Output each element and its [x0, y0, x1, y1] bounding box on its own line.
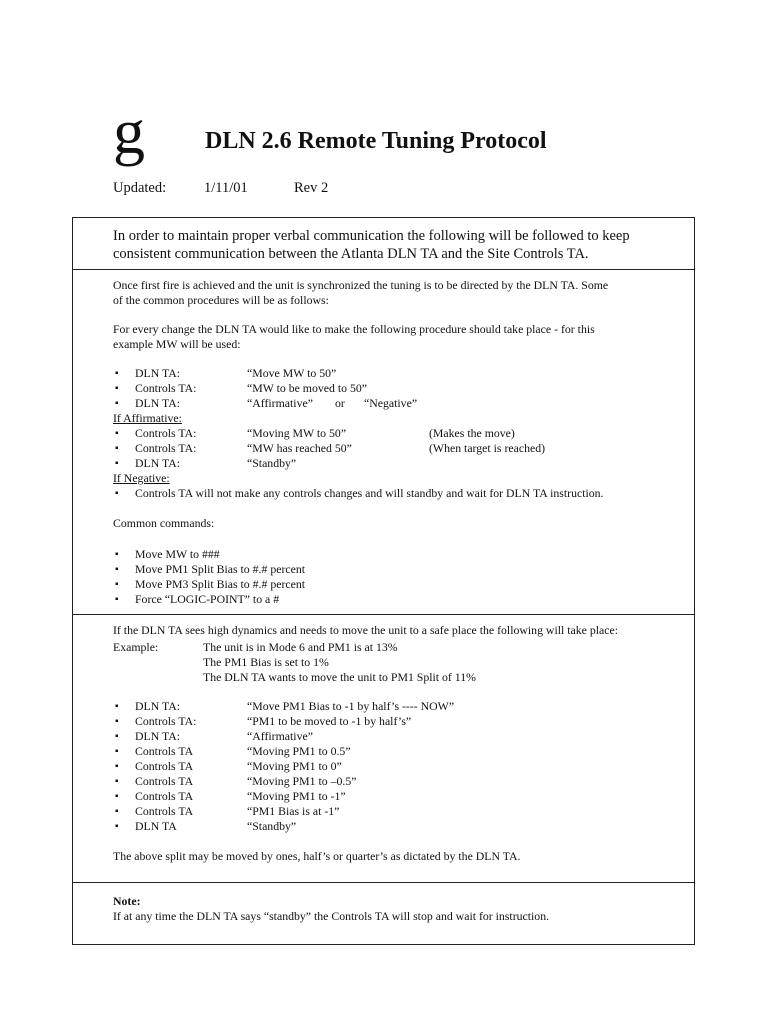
section2-intro: If the DLN TA sees high dynamics and needs to move the unit to a safe place the following will take place: [113, 623, 618, 637]
section1-paragraph-1: Once first fire is achieved and the unit is synchronized the tuning is to be directed by the DLN TA. Some [113, 278, 609, 292]
speaker: DLN TA: [135, 729, 181, 743]
speaker: Controls TA [135, 789, 194, 803]
or-word: or [335, 396, 345, 410]
speaker: DLN TA: [135, 396, 181, 410]
message: “Move MW to 50” [247, 366, 337, 380]
speaker: DLN TA: [135, 456, 181, 470]
section1-paragraph-1b: of the common procedures will be as follows: [113, 293, 329, 307]
bullet-icon: ▪ [115, 731, 119, 742]
command-item: Force “LOGIC-POINT” to a # [135, 592, 280, 606]
bullet-icon: ▪ [115, 701, 119, 712]
example-label: Example: [113, 640, 159, 654]
bullet-icon: ▪ [115, 579, 119, 590]
page-title: DLN 2.6 Remote Tuning Protocol [205, 128, 547, 154]
ge-logo: g [113, 96, 145, 167]
example-line: The PM1 Bias is set to 1% [203, 655, 329, 669]
negative-text: Controls TA will not make any controls changes and will standby and wait for DLN TA instruction. [135, 486, 604, 500]
section1-paragraph-2b: example MW will be used: [113, 337, 241, 351]
divider-2 [72, 614, 695, 615]
speaker: DLN TA: [135, 699, 181, 713]
bullet-icon: ▪ [115, 549, 119, 560]
section1-paragraph-2: For every change the DLN TA would like to make the following procedure should take place - for this [113, 322, 595, 336]
bullet-icon: ▪ [115, 383, 119, 394]
note-text: (When target is reached) [429, 441, 546, 455]
bullet-icon: ▪ [115, 821, 119, 832]
message: “Standby” [247, 819, 297, 833]
divider-3 [72, 882, 695, 883]
speaker: Controls TA [135, 744, 194, 758]
message: “Move PM1 Bias to -1 by half’s ---- NOW” [247, 699, 455, 713]
note-text: If at any time the DLN TA says “standby” the Controls TA will stop and wait for instruction. [113, 909, 550, 923]
intro-line-2: consistent communication between the Atlanta DLN TA and the Site Controls TA. [113, 246, 589, 262]
if-negative-label: If Negative: [113, 471, 170, 485]
updated-date: 1/11/01 [204, 180, 248, 196]
message-alt: “Negative” [364, 396, 418, 410]
bullet-icon: ▪ [115, 564, 119, 575]
message: “Moving PM1 to 0.5” [247, 744, 351, 758]
bullet-icon: ▪ [115, 398, 119, 409]
bullet-icon: ▪ [115, 761, 119, 772]
speaker: Controls TA: [135, 426, 197, 440]
note-text: (Makes the move) [429, 426, 515, 440]
message: “Moving PM1 to -1” [247, 789, 346, 803]
message: “Standby” [247, 456, 297, 470]
command-item: Move MW to ### [135, 547, 220, 561]
message: “MW has reached 50” [247, 441, 352, 455]
bullet-icon: ▪ [115, 806, 119, 817]
speaker: Controls TA [135, 774, 194, 788]
bullet-icon: ▪ [115, 716, 119, 727]
note-label: Note: [113, 894, 141, 908]
bullet-icon: ▪ [115, 594, 119, 605]
speaker: Controls TA [135, 759, 194, 773]
speaker: Controls TA: [135, 441, 197, 455]
divider-1 [72, 269, 695, 270]
bullet-icon: ▪ [115, 428, 119, 439]
example-line: The DLN TA wants to move the unit to PM1 Split of 11% [203, 670, 476, 684]
message: “PM1 Bias is at -1” [247, 804, 340, 818]
speaker: Controls TA [135, 804, 194, 818]
bullet-icon: ▪ [115, 488, 119, 499]
revision: Rev 2 [294, 180, 329, 196]
message: “Affirmative” [247, 729, 313, 743]
speaker: Controls TA: [135, 714, 197, 728]
command-item: Move PM3 Split Bias to #.# percent [135, 577, 306, 591]
message: “Affirmative” [247, 396, 313, 410]
intro-line-1: In order to maintain proper verbal communication the following will be followed to keep [113, 228, 630, 244]
bullet-icon: ▪ [115, 368, 119, 379]
bullet-icon: ▪ [115, 458, 119, 469]
example-line: The unit is in Mode 6 and PM1 is at 13% [203, 640, 398, 654]
speaker: Controls TA: [135, 381, 197, 395]
message: “MW to be moved to 50” [247, 381, 368, 395]
bullet-icon: ▪ [115, 776, 119, 787]
if-affirmative-label: If Affirmative: [113, 411, 182, 425]
section2-closing: The above split may be moved by ones, half’s or quarter’s as dictated by the DLN TA. [113, 849, 521, 863]
common-commands-label: Common commands: [113, 516, 215, 530]
message: “Moving PM1 to 0” [247, 759, 342, 773]
speaker: DLN TA: [135, 366, 181, 380]
updated-label: Updated: [113, 180, 167, 196]
bullet-icon: ▪ [115, 746, 119, 757]
message: “Moving PM1 to –0.5” [247, 774, 357, 788]
bullet-icon: ▪ [115, 791, 119, 802]
message: “Moving MW to 50” [247, 426, 347, 440]
bullet-icon: ▪ [115, 443, 119, 454]
command-item: Move PM1 Split Bias to #.# percent [135, 562, 306, 576]
speaker: DLN TA [135, 819, 177, 833]
message: “PM1 to be moved to -1 by half’s” [247, 714, 412, 728]
